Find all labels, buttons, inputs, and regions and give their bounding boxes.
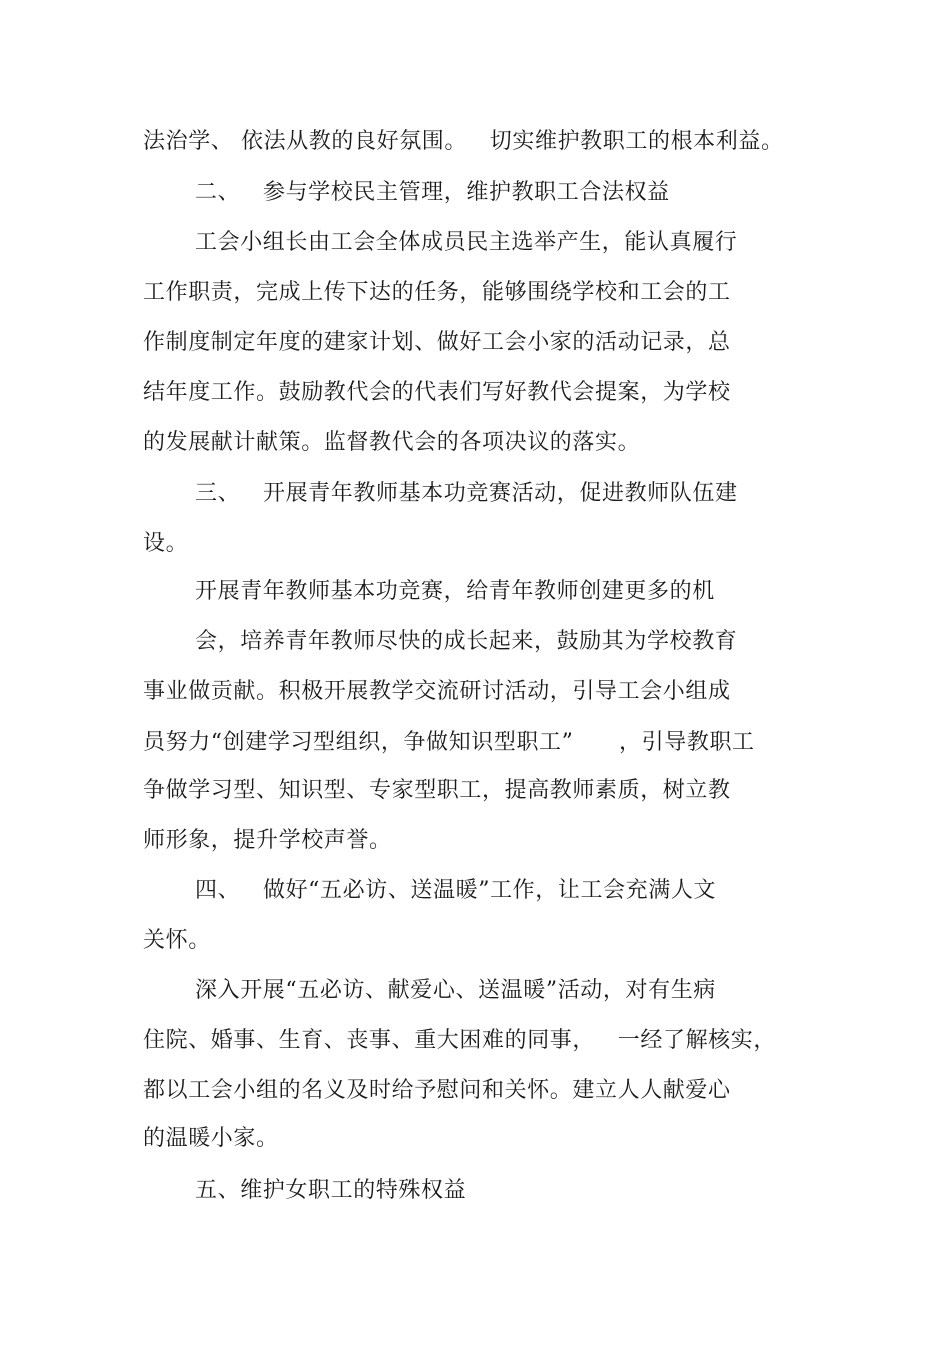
text-line: 作制度制定年度的建家计划、做好工会小家的活动记录，总 bbox=[143, 330, 731, 355]
text-line: 员努力“创建学习型组织，争做知识型职工” ，引导教职工 bbox=[143, 730, 755, 755]
text-line: 的发展献计献策。监督教代会的各项决议的落实。 bbox=[143, 430, 641, 455]
text-line: 工作职责，完成上传下达的任务，能够围绕学校和工会的工 bbox=[143, 280, 731, 305]
text-line: 法治学、 依法从教的良好氛围。 切实维护教职工的根本利益。 bbox=[143, 129, 784, 154]
text-line: 深入开展“五必访、献爱心、送温暖”活动，对有生病 bbox=[195, 978, 716, 1003]
section-heading-5: 五、维护女职工的特殊权益 bbox=[195, 1178, 467, 1203]
text-line: 都以工会小组的名义及时给予慰问和关怀。建立人人献爱心 bbox=[143, 1078, 731, 1103]
text-line: 事业做贡献。积极开展教学交流研讨活动，引导工会小组成 bbox=[143, 679, 731, 704]
text-line: 关怀。 bbox=[143, 928, 211, 953]
text-line: 开展青年教师基本功竞赛，给青年教师创建更多的机 bbox=[195, 579, 715, 604]
section-heading-2: 二、 参与学校民主管理，维护教职工合法权益 bbox=[195, 180, 670, 205]
section-heading-3: 三、 开展青年教师基本功竞赛活动，促进教师队伍建 bbox=[195, 481, 738, 506]
text-line: 的温暖小家。 bbox=[143, 1126, 279, 1151]
section-heading-4: 四、 做好“五必访、送温暖”工作，让工会充满人文 bbox=[195, 878, 717, 903]
text-line: 师形象，提升学校声誉。 bbox=[143, 828, 392, 853]
text-line: 结年度工作。鼓励教代会的代表们写好教代会提案，为学校 bbox=[143, 380, 731, 405]
text-line: 会，培养青年教师尽快的成长起来，鼓励其为学校教育 bbox=[195, 629, 738, 654]
text-line: 设。 bbox=[143, 531, 189, 556]
text-line: 工会小组长由工会全体成员民主选举产生，能认真履行 bbox=[195, 230, 738, 255]
text-line: 住院、婚事、生育、丧事、重大困难的同事， 一经了解核实， bbox=[143, 1028, 776, 1053]
text-line: 争做学习型、知识型、专家型职工，提高教师素质，树立教 bbox=[143, 778, 731, 803]
